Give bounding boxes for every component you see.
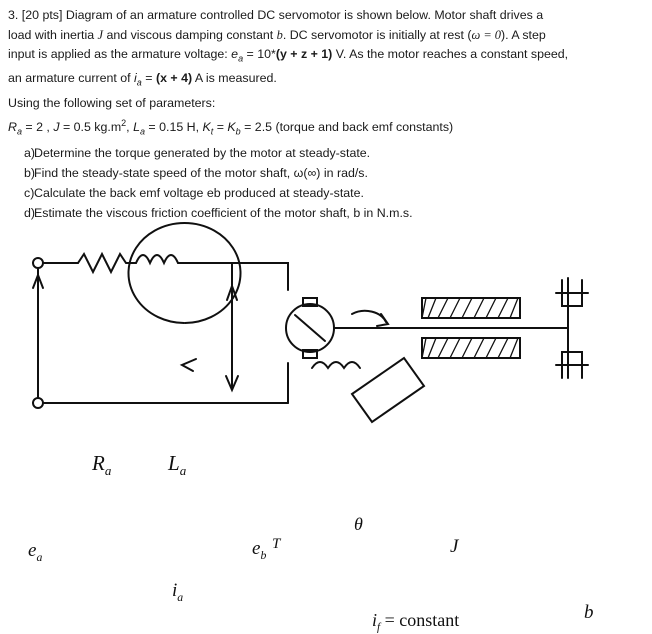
label-b: b — [584, 602, 594, 623]
label-J: J — [450, 536, 459, 557]
intro-3-d: = 10* — [243, 47, 276, 62]
subquestion-list — [8, 144, 638, 222]
ia-expression: (x + 4) — [155, 71, 193, 86]
label-ea: $e_a$ — [28, 540, 43, 564]
intro-3-a: input is applied as the armature voltage: — [8, 47, 232, 62]
intro-4-a: an armature current of — [8, 71, 135, 86]
damping-symbol: b — [276, 27, 283, 42]
ea-expression: (y + z + 1) — [275, 47, 333, 62]
label-T: T — [272, 536, 281, 552]
hatch-top — [422, 298, 518, 318]
item-marker-c: c) — [24, 185, 35, 200]
arrow-ia-head — [182, 359, 196, 371]
ea-subscript: a — [238, 53, 244, 64]
intro-4-f: A is measured. — [192, 71, 277, 86]
ea-symbol: e — [231, 47, 239, 62]
resistor-Ra — [78, 254, 136, 272]
omega-zero: ω = 0 — [471, 27, 501, 42]
intro-2-a: load with inertia — [8, 27, 98, 42]
problem-intro-line-1 — [8, 6, 638, 25]
ia-subscript: a — [136, 77, 142, 88]
label-La: $L_a$ — [168, 451, 187, 479]
circuit-svg — [0, 218, 652, 468]
intro-2-g: ). A step — [501, 27, 546, 42]
theta-arrow-head — [377, 314, 388, 326]
intro-2-c: and viscous damping constant — [103, 27, 277, 42]
list-item — [8, 164, 638, 182]
current-loop-ia — [129, 223, 241, 323]
item-text-b: Find the steady-state speed of the motor shaft, ω(∞) in rad/s. — [34, 166, 368, 180]
problem-number: 3. — [8, 8, 19, 22]
item-marker-a: a) — [24, 146, 36, 161]
inductor-La — [136, 255, 178, 263]
parameters-heading: Using the following set of parameters: — [8, 96, 216, 111]
hatch-bottom — [422, 338, 518, 358]
motor-slash — [295, 315, 325, 341]
item-text-c: Calculate the back emf voltage eb produced at steady-state. — [34, 185, 364, 200]
intro-4-d: = — [141, 71, 156, 86]
label-eb: $e_b$ — [252, 538, 267, 562]
item-marker-d: d) — [24, 205, 36, 220]
intro-2-e: . DC servomotor is initially at rest ( — [282, 27, 472, 42]
label-theta: θ — [354, 514, 363, 534]
field-coil — [312, 362, 360, 368]
terminal-bottom — [33, 398, 43, 408]
field-magnet-block — [352, 358, 424, 422]
inertia-symbol: J — [97, 27, 104, 42]
label-Ra: $R_a$ — [92, 451, 112, 479]
label-ia: $i_a$ — [172, 580, 184, 604]
problem-points: [20 pts] — [21, 8, 63, 22]
theta-arc — [352, 311, 386, 322]
item-text-d: Estimate the viscous friction coefficient of the motor shaft, b in N.m.s. — [34, 205, 413, 220]
problem-intro-line-4 — [8, 69, 638, 92]
problem-intro-1: Diagram of an armature controlled DC servomotor is shown below. Motor shaft drives a — [65, 8, 544, 22]
list-item — [8, 184, 638, 202]
item-marker-b: b) — [24, 166, 36, 180]
label-if-constant: $i_f$ = constant — [372, 610, 460, 634]
problem-text — [8, 6, 638, 224]
problem-intro-line-3 — [8, 45, 638, 68]
parameters-values: $R_a = 2$ , J = 0.5 $kg.m^2$, $L_a = 0.15$ H, $K_t = K_b = 2.5$ (torque and back emf constants) — [8, 117, 454, 137]
ia-symbol: i — [134, 71, 137, 86]
terminal-top — [33, 258, 43, 268]
servomotor-circuit-diagram — [0, 218, 652, 634]
list-item — [8, 144, 638, 162]
item-text-a: Determine the torque generated by the motor at steady-state. — [34, 146, 371, 161]
problem-intro-line-2 — [8, 26, 638, 45]
intro-3-f: V. As the motor reaches a constant speed, — [332, 47, 569, 62]
